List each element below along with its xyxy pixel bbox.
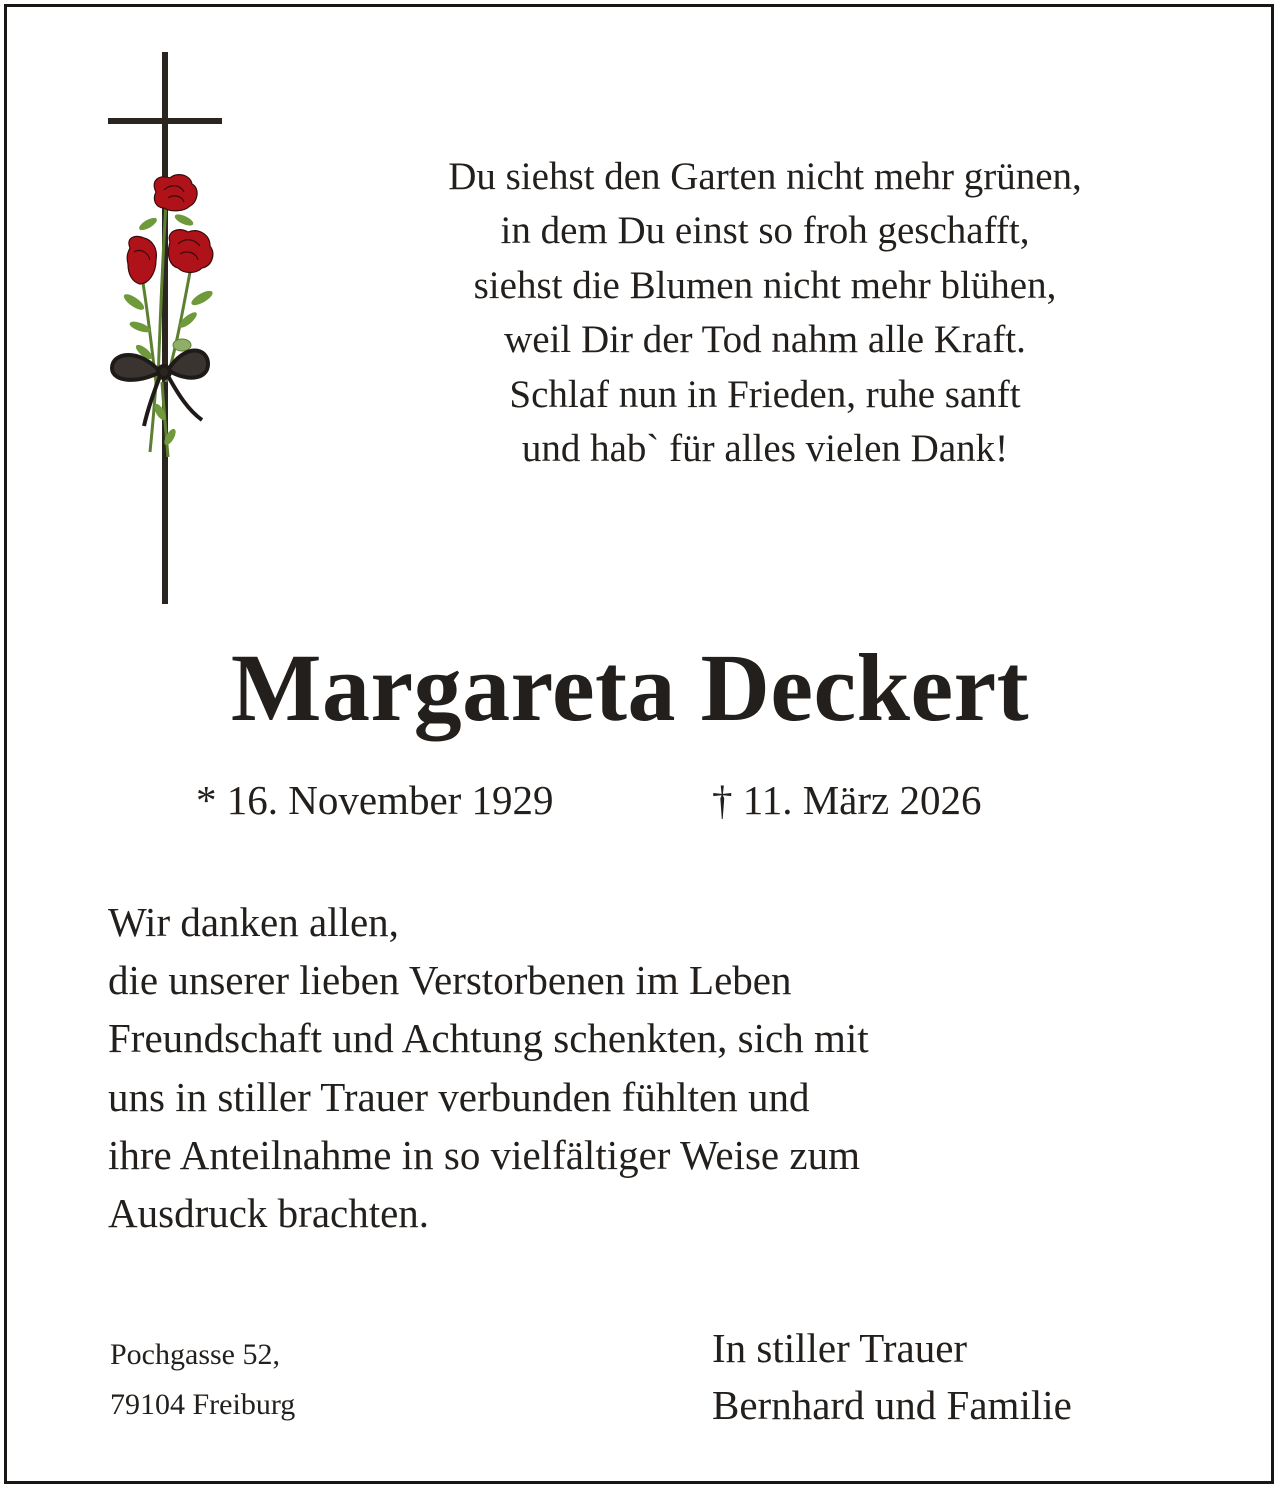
poem-line: in dem Du einst so froh geschafft, [500, 209, 1030, 253]
address [110, 1330, 295, 1430]
poem-line: und hab` für alles vielen Dank! [521, 427, 1009, 471]
signoff [712, 1320, 1072, 1434]
deceased-name: Margareta Deckert [230, 634, 1030, 741]
thanks-text [108, 893, 1108, 1242]
address-city: 79104 Freiburg [110, 1388, 296, 1421]
poem-line: Schlaf nun in Frieden, ruhe sanft [509, 372, 1021, 416]
thanks-line: uns in stiller Trauer verbunden fühlten und [108, 1073, 810, 1120]
cross-with-roses-icon [104, 52, 228, 608]
thanks-line: Freundschaft und Achtung schenkten, sich mit [108, 1015, 869, 1062]
poem-line: siehst die Blumen nicht mehr blühen, [473, 263, 1057, 307]
birth-date: * 16. November 1929 [196, 777, 554, 823]
thanks-line: ihre Anteilnahme in so vielfältiger Weise zum [108, 1131, 860, 1178]
thanks-line: Ausdruck brachten. [108, 1190, 430, 1237]
poem-line: Du siehst den Garten nicht mehr grünen, [448, 155, 1082, 198]
poem [360, 150, 1170, 476]
signoff-line-2: Bernhard und Familie [712, 1382, 1072, 1428]
address-street: Pochgasse 52, [110, 1338, 280, 1371]
poem-line: weil Dir der Tod nahm alle Kraft. [504, 318, 1026, 362]
thanks-line: Wir danken allen, [108, 899, 399, 945]
thanks-line: die unserer lieben Verstorbenen im Leben [108, 957, 792, 1004]
signoff-line-1: In stiller Trauer [712, 1325, 968, 1371]
death-date: † 11. März 2026 [712, 777, 982, 823]
